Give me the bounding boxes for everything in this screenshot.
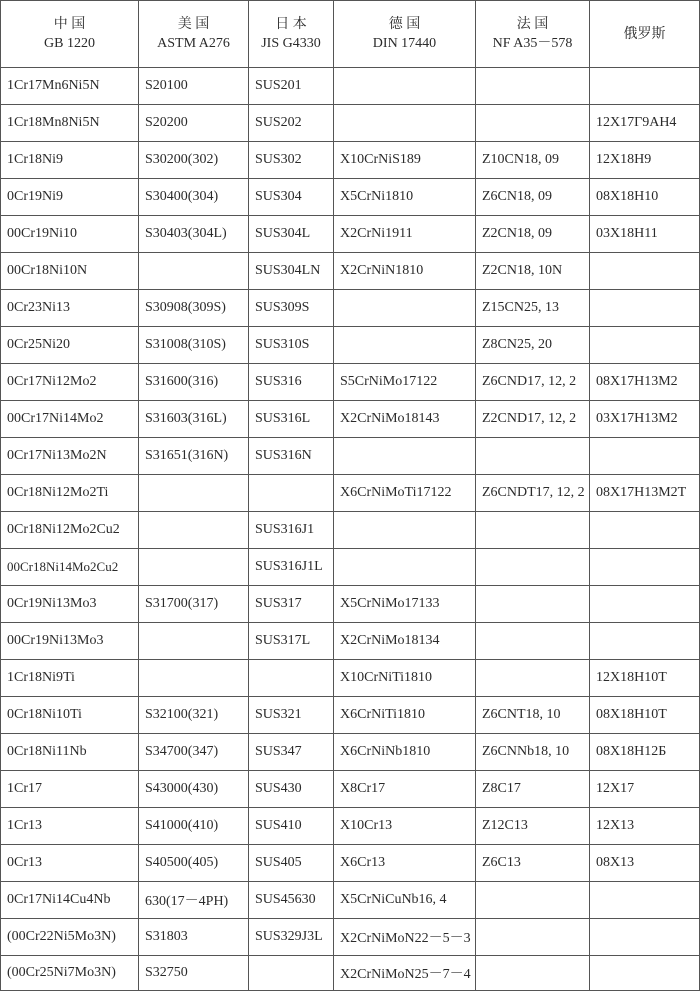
cell-russia bbox=[590, 956, 700, 991]
cell-france-nf bbox=[476, 549, 590, 586]
cell-france-nf bbox=[476, 512, 590, 549]
table-row bbox=[1, 512, 700, 549]
cell-france-nf: Z6CNNb18, 10 bbox=[476, 734, 590, 771]
cell-china-gb: 0Cr18Ni12Mo2Cu2 bbox=[1, 512, 139, 549]
cell-china-gb: (00Cr22Ni5Mo3N) bbox=[1, 919, 139, 956]
cell-china-gb: 0Cr17Ni13Mo2N bbox=[1, 438, 139, 475]
cell-russia: 08X18H10T bbox=[590, 697, 700, 734]
cell-china-gb: 00Cr19Ni10 bbox=[1, 216, 139, 253]
cell-france-nf: Z2CND17, 12, 2 bbox=[476, 401, 590, 438]
cell-france-nf: Z6CN18, 09 bbox=[476, 179, 590, 216]
header-germany bbox=[334, 1, 476, 68]
table-row bbox=[1, 68, 700, 105]
table-row bbox=[1, 142, 700, 179]
cell-france-nf bbox=[476, 105, 590, 142]
cell-usa-astm: S32750 bbox=[139, 956, 249, 991]
cell-china-gb: 0Cr13 bbox=[1, 845, 139, 882]
header-country: 俄罗斯 bbox=[623, 26, 666, 42]
table-row bbox=[1, 216, 700, 253]
cell-usa-astm: S31803 bbox=[139, 919, 249, 956]
cell-usa-astm: S31700(317) bbox=[139, 586, 249, 623]
cell-usa-astm: 630(17－4PH) bbox=[139, 882, 249, 919]
cell-germany-din: X2CrNiMoN25－7－4 bbox=[334, 956, 476, 991]
cell-germany-din: X6CrNiTi1810 bbox=[334, 697, 476, 734]
cell-china-gb: 1Cr18Ni9Ti bbox=[1, 660, 139, 697]
cell-france-nf: Z10CN18, 09 bbox=[476, 142, 590, 179]
cell-russia: 08X13 bbox=[590, 845, 700, 882]
table-row bbox=[1, 475, 700, 512]
cell-germany-din: X5CrNiCuNb16, 4 bbox=[334, 882, 476, 919]
cell-germany-din bbox=[334, 512, 476, 549]
cell-germany-din: X2CrNi1911 bbox=[334, 216, 476, 253]
cell-japan-jis: SUS410 bbox=[249, 808, 334, 845]
cell-russia bbox=[590, 882, 700, 919]
header-country: 中 国 bbox=[53, 17, 86, 32]
header-china bbox=[1, 1, 139, 68]
cell-japan-jis bbox=[249, 475, 334, 512]
cell-japan-jis bbox=[249, 956, 334, 991]
cell-usa-astm: S31603(316L) bbox=[139, 401, 249, 438]
cell-germany-din: X2CrNiN1810 bbox=[334, 253, 476, 290]
cell-usa-astm: S20200 bbox=[139, 105, 249, 142]
cell-france-nf bbox=[476, 919, 590, 956]
table-row bbox=[1, 549, 700, 586]
cell-japan-jis: SUS202 bbox=[249, 105, 334, 142]
cell-germany-din bbox=[334, 549, 476, 586]
cell-germany-din: X6CrNiMoTi17122 bbox=[334, 475, 476, 512]
cell-japan-jis: SUS304 bbox=[249, 179, 334, 216]
cell-germany-din: X5CrNi1810 bbox=[334, 179, 476, 216]
table-row bbox=[1, 697, 700, 734]
cell-usa-astm: S30200(302) bbox=[139, 142, 249, 179]
cell-germany-din bbox=[334, 290, 476, 327]
table-row bbox=[1, 771, 700, 808]
cell-germany-din: X6Cr13 bbox=[334, 845, 476, 882]
cell-germany-din bbox=[334, 68, 476, 105]
table-header bbox=[1, 1, 700, 68]
table-row bbox=[1, 845, 700, 882]
header-japan bbox=[249, 1, 334, 68]
cell-china-gb: 1Cr17 bbox=[1, 771, 139, 808]
header-standard: DIN 17440 bbox=[372, 36, 437, 51]
cell-china-gb: 0Cr17Ni12Mo2 bbox=[1, 364, 139, 401]
cell-germany-din bbox=[334, 327, 476, 364]
header-standard: GB 1220 bbox=[44, 36, 95, 51]
cell-china-gb: 0Cr19Ni13Mo3 bbox=[1, 586, 139, 623]
cell-usa-astm: S31008(310S) bbox=[139, 327, 249, 364]
cell-japan-jis: SUS317L bbox=[249, 623, 334, 660]
cell-russia: 12X13 bbox=[590, 808, 700, 845]
cell-usa-astm bbox=[139, 549, 249, 586]
header-row bbox=[1, 1, 700, 68]
table-row bbox=[1, 808, 700, 845]
cell-france-nf: Z15CN25, 13 bbox=[476, 290, 590, 327]
cell-japan-jis: SUS316 bbox=[249, 364, 334, 401]
cell-japan-jis: SUS302 bbox=[249, 142, 334, 179]
cell-germany-din bbox=[334, 105, 476, 142]
cell-japan-jis: SUS45630 bbox=[249, 882, 334, 919]
cell-russia bbox=[590, 586, 700, 623]
cell-russia: 12X17 bbox=[590, 771, 700, 808]
cell-france-nf bbox=[476, 68, 590, 105]
cell-germany-din: X2CrNiMo18134 bbox=[334, 623, 476, 660]
cell-china-gb: 00Cr18Ni10N bbox=[1, 253, 139, 290]
header-standard: ASTM A276 bbox=[157, 36, 230, 51]
cell-usa-astm: S31651(316N) bbox=[139, 438, 249, 475]
header-france bbox=[476, 1, 590, 68]
cell-usa-astm: S40500(405) bbox=[139, 845, 249, 882]
table-body bbox=[1, 68, 700, 991]
cell-russia bbox=[590, 623, 700, 660]
cell-france-nf bbox=[476, 956, 590, 991]
cell-japan-jis: SUS405 bbox=[249, 845, 334, 882]
cell-japan-jis: SUS304LN bbox=[249, 253, 334, 290]
cell-usa-astm bbox=[139, 475, 249, 512]
cell-russia bbox=[590, 438, 700, 475]
cell-china-gb: 0Cr23Ni13 bbox=[1, 290, 139, 327]
cell-china-gb: 1Cr18Ni9 bbox=[1, 142, 139, 179]
cell-france-nf bbox=[476, 438, 590, 475]
table-row bbox=[1, 623, 700, 660]
table-row bbox=[1, 586, 700, 623]
table-row bbox=[1, 660, 700, 697]
cell-france-nf bbox=[476, 623, 590, 660]
cell-usa-astm bbox=[139, 660, 249, 697]
cell-russia: 12X17Г9АН4 bbox=[590, 105, 700, 142]
cell-germany-din: X2CrNiMo18143 bbox=[334, 401, 476, 438]
table-row bbox=[1, 734, 700, 771]
cell-russia bbox=[590, 68, 700, 105]
cell-china-gb: (00Cr25Ni7Mo3N) bbox=[1, 956, 139, 991]
cell-japan-jis: SUS316J1L bbox=[249, 549, 334, 586]
cell-russia bbox=[590, 549, 700, 586]
cell-china-gb: 1Cr13 bbox=[1, 808, 139, 845]
cell-russia: 08X17H13M2T bbox=[590, 475, 700, 512]
cell-germany-din: X2CrNiMoN22－5－3 bbox=[334, 919, 476, 956]
header-country: 日 本 bbox=[275, 17, 307, 32]
cell-russia: 08X18H12Б bbox=[590, 734, 700, 771]
cell-france-nf: Z6C13 bbox=[476, 845, 590, 882]
cell-japan-jis: SUS316L bbox=[249, 401, 334, 438]
cell-china-gb: 00Cr19Ni13Mo3 bbox=[1, 623, 139, 660]
table-row bbox=[1, 179, 700, 216]
cell-russia: 03X18H11 bbox=[590, 216, 700, 253]
cell-russia bbox=[590, 253, 700, 290]
cell-china-gb: 00Cr18Ni14Mo2Cu2 bbox=[1, 549, 139, 586]
table-row bbox=[1, 364, 700, 401]
cell-japan-jis: SUS317 bbox=[249, 586, 334, 623]
cell-usa-astm: S32100(321) bbox=[139, 697, 249, 734]
header-russia bbox=[590, 1, 700, 68]
cell-germany-din: X10CrNiS189 bbox=[334, 142, 476, 179]
cell-france-nf bbox=[476, 660, 590, 697]
cell-usa-astm: S34700(347) bbox=[139, 734, 249, 771]
cell-russia bbox=[590, 290, 700, 327]
cell-usa-astm bbox=[139, 623, 249, 660]
cell-japan-jis: SUS304L bbox=[249, 216, 334, 253]
cell-usa-astm bbox=[139, 253, 249, 290]
cell-germany-din: X10CrNiTi1810 bbox=[334, 660, 476, 697]
cell-china-gb: 0Cr18Ni11Nb bbox=[1, 734, 139, 771]
cell-usa-astm: S43000(430) bbox=[139, 771, 249, 808]
cell-russia bbox=[590, 919, 700, 956]
cell-france-nf: Z6CNDT17, 12, 2 bbox=[476, 475, 590, 512]
cell-russia: 12X18H9 bbox=[590, 142, 700, 179]
header-country: 德 国 bbox=[388, 17, 421, 32]
cell-japan-jis: SUS347 bbox=[249, 734, 334, 771]
header-country: 美 国 bbox=[177, 17, 210, 32]
cell-germany-din: S5CrNiMo17122 bbox=[334, 364, 476, 401]
cell-japan-jis bbox=[249, 660, 334, 697]
cell-usa-astm: S20100 bbox=[139, 68, 249, 105]
cell-japan-jis: SUS430 bbox=[249, 771, 334, 808]
table-row bbox=[1, 438, 700, 475]
cell-france-nf: Z12C13 bbox=[476, 808, 590, 845]
cell-usa-astm: S41000(410) bbox=[139, 808, 249, 845]
cell-usa-astm bbox=[139, 512, 249, 549]
table-row bbox=[1, 919, 700, 956]
cell-france-nf: Z2CN18, 09 bbox=[476, 216, 590, 253]
header-standard: JIS G4330 bbox=[261, 36, 321, 51]
cell-france-nf: Z6CNT18, 10 bbox=[476, 697, 590, 734]
cell-china-gb: 0Cr18Ni12Mo2Ti bbox=[1, 475, 139, 512]
cell-france-nf: Z8C17 bbox=[476, 771, 590, 808]
cell-china-gb: 1Cr18Mn8Ni5N bbox=[1, 105, 139, 142]
cell-china-gb: 0Cr18Ni10Ti bbox=[1, 697, 139, 734]
cell-russia: 08X17H13M2 bbox=[590, 364, 700, 401]
cell-china-gb: 00Cr17Ni14Mo2 bbox=[1, 401, 139, 438]
cell-usa-astm: S30400(304) bbox=[139, 179, 249, 216]
cell-germany-din: X8Cr17 bbox=[334, 771, 476, 808]
cell-japan-jis: SUS329J3L bbox=[249, 919, 334, 956]
cell-russia: 12X18H10T bbox=[590, 660, 700, 697]
cell-germany-din bbox=[334, 438, 476, 475]
table-row bbox=[1, 327, 700, 364]
cell-france-nf: Z8CN25, 20 bbox=[476, 327, 590, 364]
cell-france-nf: Z6CND17, 12, 2 bbox=[476, 364, 590, 401]
cell-france-nf: Z2CN18, 10N bbox=[476, 253, 590, 290]
cell-russia: 03X17H13M2 bbox=[590, 401, 700, 438]
cell-france-nf bbox=[476, 882, 590, 919]
table-row bbox=[1, 253, 700, 290]
cell-germany-din: X10Cr13 bbox=[334, 808, 476, 845]
table-row bbox=[1, 956, 700, 991]
table-row bbox=[1, 290, 700, 327]
cell-russia bbox=[590, 512, 700, 549]
cell-germany-din: X6CrNiNb1810 bbox=[334, 734, 476, 771]
table-row bbox=[1, 882, 700, 919]
cell-usa-astm: S31600(316) bbox=[139, 364, 249, 401]
table-row bbox=[1, 401, 700, 438]
cell-china-gb: 0Cr25Ni20 bbox=[1, 327, 139, 364]
header-standard: NF A35－578 bbox=[492, 36, 573, 51]
cell-china-gb: 1Cr17Mn6Ni5N bbox=[1, 68, 139, 105]
cell-japan-jis: SUS309S bbox=[249, 290, 334, 327]
cell-japan-jis: SUS316N bbox=[249, 438, 334, 475]
cell-russia: 08X18H10 bbox=[590, 179, 700, 216]
cell-russia bbox=[590, 327, 700, 364]
cell-japan-jis: SUS201 bbox=[249, 68, 334, 105]
table-row bbox=[1, 105, 700, 142]
cell-france-nf bbox=[476, 586, 590, 623]
header-country: 法 国 bbox=[516, 17, 549, 32]
cell-japan-jis: SUS310S bbox=[249, 327, 334, 364]
cell-usa-astm: S30908(309S) bbox=[139, 290, 249, 327]
header-usa bbox=[139, 1, 249, 68]
cell-usa-astm: S30403(304L) bbox=[139, 216, 249, 253]
cell-china-gb: 0Cr19Ni9 bbox=[1, 179, 139, 216]
cell-japan-jis: SUS321 bbox=[249, 697, 334, 734]
cell-japan-jis: SUS316J1 bbox=[249, 512, 334, 549]
cell-germany-din: X5CrNiMo17133 bbox=[334, 586, 476, 623]
cell-china-gb: 0Cr17Ni14Cu4Nb bbox=[1, 882, 139, 919]
